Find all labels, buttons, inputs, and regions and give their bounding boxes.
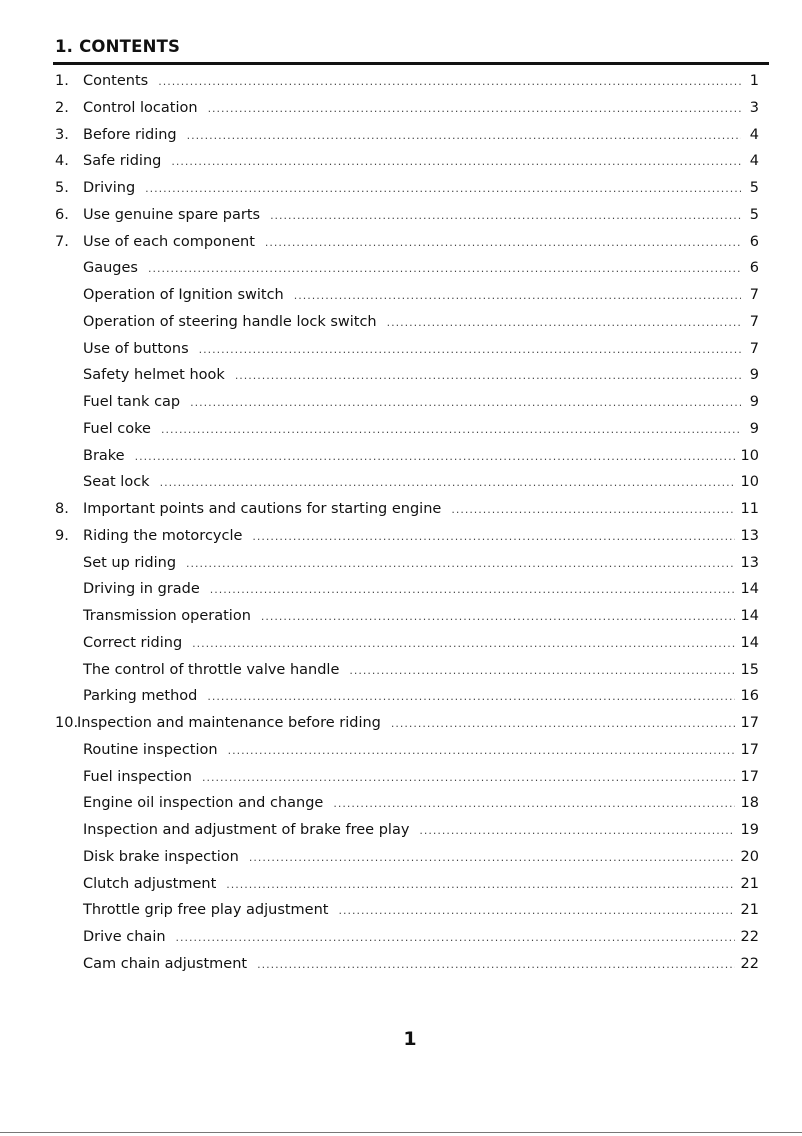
toc-entry-page: 7 xyxy=(749,340,759,357)
toc-subentry[interactable] xyxy=(55,662,759,689)
toc-entry-page: 3 xyxy=(749,99,759,116)
toc-entry-title: Drive chain xyxy=(83,929,166,945)
toc-entry-title: Throttle grip free play adjustment xyxy=(83,902,329,919)
dot-leader xyxy=(270,209,741,222)
toc-entry-page: 4 xyxy=(749,126,759,143)
toc-subentry[interactable] xyxy=(55,635,759,662)
page-number: 1 xyxy=(403,1028,417,1050)
dot-leader xyxy=(171,155,741,168)
toc-entry[interactable] xyxy=(55,180,759,207)
toc-entry-number: 1. xyxy=(55,73,69,89)
toc-entry[interactable] xyxy=(55,153,759,180)
toc-entry-title: Safe riding xyxy=(83,153,162,170)
title-divider xyxy=(53,62,769,65)
toc-entry-page: 19 xyxy=(740,822,759,838)
dot-leader xyxy=(145,182,741,195)
toc-entry-page: 16 xyxy=(740,688,759,705)
dot-leader xyxy=(451,503,734,516)
toc-entry[interactable] xyxy=(55,234,759,261)
toc-entry-title: Operation of steering handle lock switch xyxy=(83,313,377,330)
toc-entry-page: 21 xyxy=(740,902,759,919)
toc-entry-title: Clutch adjustment xyxy=(83,875,217,892)
toc-entry[interactable] xyxy=(55,528,759,555)
toc-subentry[interactable] xyxy=(55,394,759,421)
toc-subentry[interactable] xyxy=(55,849,759,876)
dot-leader xyxy=(210,583,735,596)
toc-entry-number: 10. xyxy=(55,715,79,731)
toc-entry-number: 8. xyxy=(55,501,69,517)
toc-entry-page: 11 xyxy=(740,501,759,517)
toc-entry-title: Riding the motorcycle xyxy=(83,527,243,544)
toc-entry-title: Transmission operation xyxy=(83,608,251,624)
bottom-divider xyxy=(0,1132,802,1133)
dot-leader xyxy=(419,824,734,837)
dot-leader xyxy=(228,744,735,757)
toc-entry-title: Use of each component xyxy=(83,233,255,250)
toc-entry-page: 5 xyxy=(749,180,759,196)
toc-entry-title: Safety helmet hook xyxy=(83,367,225,384)
toc-entry-page: 9 xyxy=(749,367,759,384)
dot-leader xyxy=(176,931,735,944)
dot-leader xyxy=(207,690,734,703)
toc-entry-page: 15 xyxy=(740,661,759,678)
toc-entry-page: 22 xyxy=(740,929,759,945)
toc-entry-title: Correct riding xyxy=(83,634,183,651)
toc-entry-number: 9. xyxy=(55,527,69,544)
toc-entry-page: 1 xyxy=(749,73,759,89)
toc-subentry[interactable] xyxy=(55,474,759,501)
toc-entry[interactable] xyxy=(55,100,759,127)
toc-entry-page: 5 xyxy=(749,206,759,223)
toc-subentry[interactable] xyxy=(55,341,759,368)
toc-entry-title: Gauges xyxy=(83,260,138,277)
toc-subentry[interactable] xyxy=(55,367,759,394)
toc-subentry[interactable] xyxy=(55,421,759,448)
toc-entry-title: The control of throttle valve handle xyxy=(83,661,340,678)
toc-entry-title: Fuel inspection xyxy=(83,768,192,785)
dot-leader xyxy=(208,102,741,115)
toc-subentry[interactable] xyxy=(55,902,759,929)
dot-leader xyxy=(252,530,734,543)
toc-entry-title: Cam chain adjustment xyxy=(83,955,248,972)
toc-entry[interactable] xyxy=(55,501,759,528)
toc-entry-page: 21 xyxy=(740,875,759,892)
dot-leader xyxy=(158,75,741,88)
dot-leader xyxy=(190,396,741,409)
toc-entry-title: Brake xyxy=(83,447,125,464)
toc-subentry[interactable] xyxy=(55,688,759,715)
toc-entry-page: 20 xyxy=(740,848,759,865)
toc-entry-title: Set up riding xyxy=(83,554,177,571)
dot-leader xyxy=(294,289,741,302)
toc-entry-page: 6 xyxy=(749,260,759,277)
toc-entry[interactable] xyxy=(55,207,759,234)
toc-subentry[interactable] xyxy=(55,448,759,475)
dot-leader xyxy=(192,637,734,650)
toc-entry-title: Use genuine spare parts xyxy=(83,206,261,223)
toc-entry-page: 7 xyxy=(749,313,759,330)
toc-entry-title: Inspection and maintenance before riding xyxy=(77,715,381,731)
dot-leader xyxy=(265,236,741,249)
dot-leader xyxy=(333,797,734,810)
toc-subentry[interactable] xyxy=(55,929,759,956)
dot-leader xyxy=(187,129,741,142)
toc-entry-page: 17 xyxy=(740,741,759,758)
toc-subentry[interactable] xyxy=(55,822,759,849)
toc-subentry[interactable] xyxy=(55,555,759,582)
toc-entry-title: Routine inspection xyxy=(83,741,218,758)
toc-entry-page: 9 xyxy=(749,394,759,410)
toc-subentry[interactable] xyxy=(55,795,759,822)
toc-entry-number: 5. xyxy=(55,180,69,196)
toc-entry-page: 14 xyxy=(740,634,759,651)
toc-entry-page: 9 xyxy=(749,420,759,437)
toc-entry-title: Driving in grade xyxy=(83,581,200,598)
toc-subentry[interactable] xyxy=(55,581,759,608)
toc-entry-page: 7 xyxy=(749,287,759,303)
dot-leader xyxy=(257,958,734,971)
toc-entry-title: Use of buttons xyxy=(83,340,189,357)
toc-entry-title: Contents xyxy=(83,73,149,89)
toc-subentry[interactable] xyxy=(55,287,759,314)
toc-subentry[interactable] xyxy=(55,314,759,341)
toc-subentry[interactable] xyxy=(55,608,759,635)
toc-entry-title: Inspection and adjustment of brake free play xyxy=(83,822,410,838)
table-of-contents xyxy=(55,73,759,983)
dot-leader xyxy=(148,262,741,275)
dot-leader xyxy=(202,771,735,784)
toc-entry-title: Control location xyxy=(83,99,198,116)
toc-entry-title: Parking method xyxy=(83,688,198,705)
dot-leader xyxy=(261,610,735,623)
toc-subentry[interactable] xyxy=(55,742,759,769)
dot-leader xyxy=(186,557,735,570)
toc-subentry[interactable] xyxy=(55,769,759,796)
dot-leader xyxy=(338,904,734,917)
toc-entry-title: Important points and cautions for starting engine xyxy=(83,501,442,517)
toc-entry-number: 7. xyxy=(55,233,69,250)
toc-entry-title: Engine oil inspection and change xyxy=(83,795,324,812)
toc-entry-title: Disk brake inspection xyxy=(83,848,239,865)
dot-leader xyxy=(226,878,734,891)
toc-entry-page: 14 xyxy=(740,581,759,598)
toc-entry-number: 6. xyxy=(55,206,69,223)
toc-entry-title: Before riding xyxy=(83,126,177,143)
toc-entry-page: 22 xyxy=(740,955,759,972)
dot-leader xyxy=(235,369,741,382)
toc-entry-number: 3. xyxy=(55,126,69,143)
toc-entry-title: Fuel coke xyxy=(83,420,151,437)
toc-entry-title: Driving xyxy=(83,180,136,196)
dot-leader xyxy=(387,316,741,329)
dot-leader xyxy=(249,851,735,864)
toc-entry-page: 13 xyxy=(740,554,759,571)
dot-leader xyxy=(199,343,741,356)
toc-entry-page: 13 xyxy=(740,527,759,544)
dot-leader xyxy=(349,664,734,677)
toc-entry-number: 2. xyxy=(55,99,69,116)
dot-leader xyxy=(135,450,735,463)
toc-entry[interactable] xyxy=(55,73,759,100)
toc-entry-page: 4 xyxy=(749,153,759,170)
toc-entry-number: 4. xyxy=(55,153,69,170)
toc-subentry[interactable] xyxy=(55,876,759,903)
toc-entry-page: 6 xyxy=(749,233,759,250)
toc-entry[interactable] xyxy=(55,127,759,154)
toc-entry-title: Fuel tank cap xyxy=(83,394,181,410)
dot-leader xyxy=(161,423,741,436)
toc-entry-page: 14 xyxy=(740,608,759,624)
toc-entry-page: 17 xyxy=(740,715,759,731)
toc-entry-page: 10 xyxy=(740,474,759,491)
dot-leader xyxy=(160,476,735,489)
toc-entry-page: 17 xyxy=(740,768,759,785)
toc-entry[interactable] xyxy=(55,715,759,742)
dot-leader xyxy=(391,717,735,730)
toc-entry-page: 18 xyxy=(740,795,759,812)
toc-subentry[interactable] xyxy=(55,260,759,287)
toc-entry-page: 10 xyxy=(740,447,759,464)
page-title: 1. CONTENTS xyxy=(55,37,181,56)
toc-entry-title: Seat lock xyxy=(83,474,150,491)
toc-subentry[interactable] xyxy=(55,956,759,983)
toc-entry-title: Operation of Ignition switch xyxy=(83,287,284,303)
